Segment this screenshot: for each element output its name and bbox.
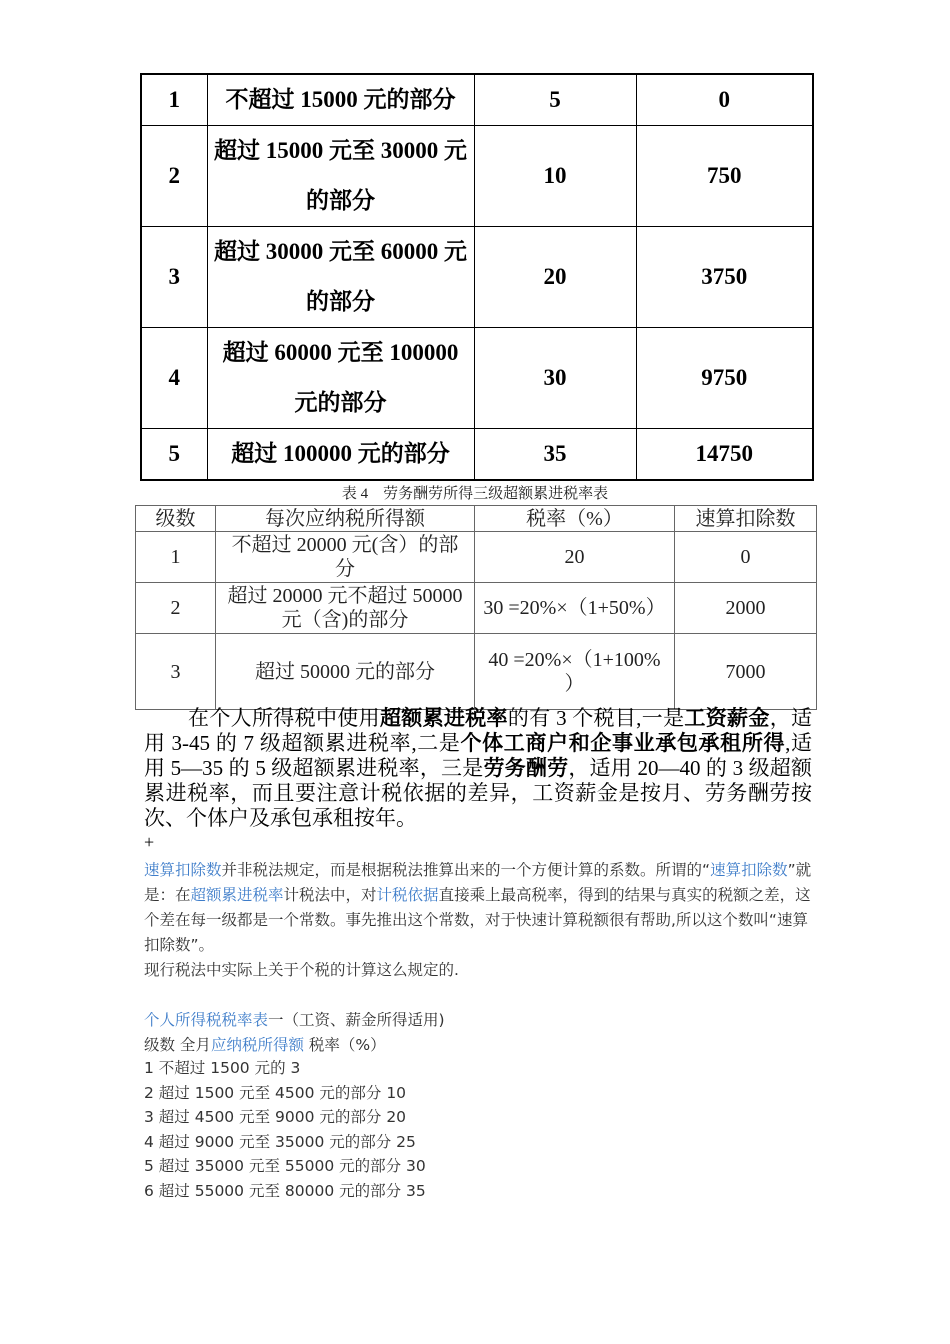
link-taxable-income[interactable]: 应纳税所得额	[210, 1036, 304, 1054]
header-text: 税率（%）	[303, 1036, 386, 1054]
link-progressive-rate[interactable]: 超额累进税率	[190, 886, 284, 904]
level-cell: 3	[136, 634, 216, 710]
range-cell: 不超过 15000 元的部分	[207, 74, 474, 126]
range-cell: 超过 30000 元至 60000 元的部分	[207, 227, 474, 328]
rate-cell: 35	[474, 429, 636, 481]
table-row	[141, 126, 813, 227]
list-item: 3 超过 4500 元至 9000 元的部分 20	[144, 1108, 407, 1127]
rate-cell: 40 =20%×（1+100% ）	[475, 634, 675, 710]
bold-term: 个体工商户和企事业承包承租所得	[460, 731, 786, 755]
paragraph-text: 的有 3 个税目,一是	[507, 706, 685, 730]
deduction-cell: 9750	[636, 328, 813, 429]
header-deduction: 速算扣除数	[675, 506, 817, 532]
quick-deduction-explanation	[144, 858, 812, 958]
note-text: 现行税法中实际上关于个税的计算这么规定的.	[144, 961, 459, 979]
table-row	[136, 634, 817, 710]
plus-marker: +	[144, 832, 155, 852]
table-row	[141, 429, 813, 481]
deduction-cell: 750	[636, 126, 813, 227]
labor-remuneration-rate-table	[135, 505, 817, 710]
rate-cell: 10	[474, 126, 636, 227]
rate-cell: 20	[475, 532, 675, 583]
deduction-cell: 0	[675, 532, 817, 583]
link-quick-deduction[interactable]: 速算扣除数	[710, 861, 788, 879]
bold-term: 工资薪金	[684, 706, 770, 730]
paragraph-text: ，适用 3-45 的 7 级超额累进税率,二是	[144, 706, 813, 755]
rate-table-header	[144, 1033, 386, 1058]
deduction-cell: 7000	[675, 634, 817, 710]
deduction-cell: 0	[636, 74, 813, 126]
rate-table-title	[144, 1008, 445, 1033]
table-row	[141, 328, 813, 429]
table-row	[141, 227, 813, 328]
explanation-text: 直接乘上最高税率，得到的结果与真实的税额之差，这个差在每一级都是一个常数。事先推出这个常数，对于快速计算税额很有帮助,所以这个数叫“速算扣除数”。	[144, 886, 811, 954]
range-cell: 超过 50000 元的部分	[216, 634, 475, 710]
paragraph-text: ，适用 20—40 的 3 级超额累进税率，而且要注意计税依据的差异，工资薪金是按月、劳务酬劳按次、个体户及承包承租按年。	[144, 756, 813, 830]
table-row	[136, 532, 817, 583]
list-item: 4 超过 9000 元至 35000 元的部分 25	[144, 1132, 416, 1151]
level-cell: 2	[136, 583, 216, 634]
deduction-cell: 14750	[636, 429, 813, 481]
header-rate: 税率（%）	[475, 506, 675, 532]
bold-term: 劳务酬劳	[483, 756, 569, 780]
header-level: 级数	[136, 506, 216, 532]
link-income-tax-table[interactable]: 个人所得税税率表	[144, 1011, 269, 1029]
explanation-text: 计税法中，对	[283, 886, 377, 904]
bold-term: 超额累进税率	[379, 706, 508, 730]
paragraph-text: ,适用 5—35 的 5 级超额累进税率，三是	[144, 731, 812, 780]
list-item: 2 超过 1500 元至 4500 元的部分 10	[144, 1083, 407, 1102]
deduction-cell: 2000	[675, 583, 817, 634]
link-quick-deduction[interactable]: 速算扣除数	[144, 861, 222, 879]
explanation-text: 并非税法规定，而是根据税法推算出来的一个方便计算的系数。所谓的“	[221, 861, 711, 879]
level-cell: 3	[141, 227, 207, 328]
rate-cell: 5	[474, 74, 636, 126]
range-cell: 超过 15000 元至 30000 元的部分	[207, 126, 474, 227]
link-tax-basis[interactable]: 计税依据	[376, 886, 439, 904]
table-header-row	[136, 506, 817, 532]
range-cell: 超过 20000 元不超过 50000 元（含)的部分	[216, 583, 475, 634]
paragraph-text: 在个人所得税中使用	[188, 706, 380, 730]
rate-cell: 30 =20%×（1+50%）	[475, 583, 675, 634]
header-text: 级数 全月	[144, 1036, 211, 1054]
explanation-text: ”就是：在	[144, 861, 812, 904]
level-cell: 1	[141, 74, 207, 126]
range-cell: 超过 100000 元的部分	[207, 429, 474, 481]
rate-cell: 30	[474, 328, 636, 429]
tax-explanation-paragraph	[144, 706, 812, 831]
list-item: 6 超过 55000 元至 80000 元的部分 35	[144, 1181, 426, 1200]
level-cell: 1	[136, 532, 216, 583]
range-cell: 不超过 20000 元(含）的部分	[216, 532, 475, 583]
rate-table-lines	[144, 1056, 426, 1204]
range-cell: 超过 60000 元至 100000 元的部分	[207, 328, 474, 429]
list-item: 5 超过 35000 元至 55000 元的部分 30	[144, 1157, 426, 1176]
table-row	[141, 74, 813, 126]
rate-cell: 20	[474, 227, 636, 328]
level-cell: 5	[141, 429, 207, 481]
level-cell: 4	[141, 328, 207, 429]
list-item: 1 不超过 1500 元的 3	[144, 1059, 301, 1077]
rate-table-title-rest: 一（工资、薪金所得适用)	[268, 1011, 445, 1029]
header-range: 每次应纳税所得额	[216, 506, 475, 532]
table-row	[136, 583, 817, 634]
deduction-cell: 3750	[636, 227, 813, 328]
table-caption: 表 4 劳务酬劳所得三级超额累进税率表	[341, 486, 609, 502]
tax-rate-table-upper	[140, 73, 814, 481]
level-cell: 2	[141, 126, 207, 227]
